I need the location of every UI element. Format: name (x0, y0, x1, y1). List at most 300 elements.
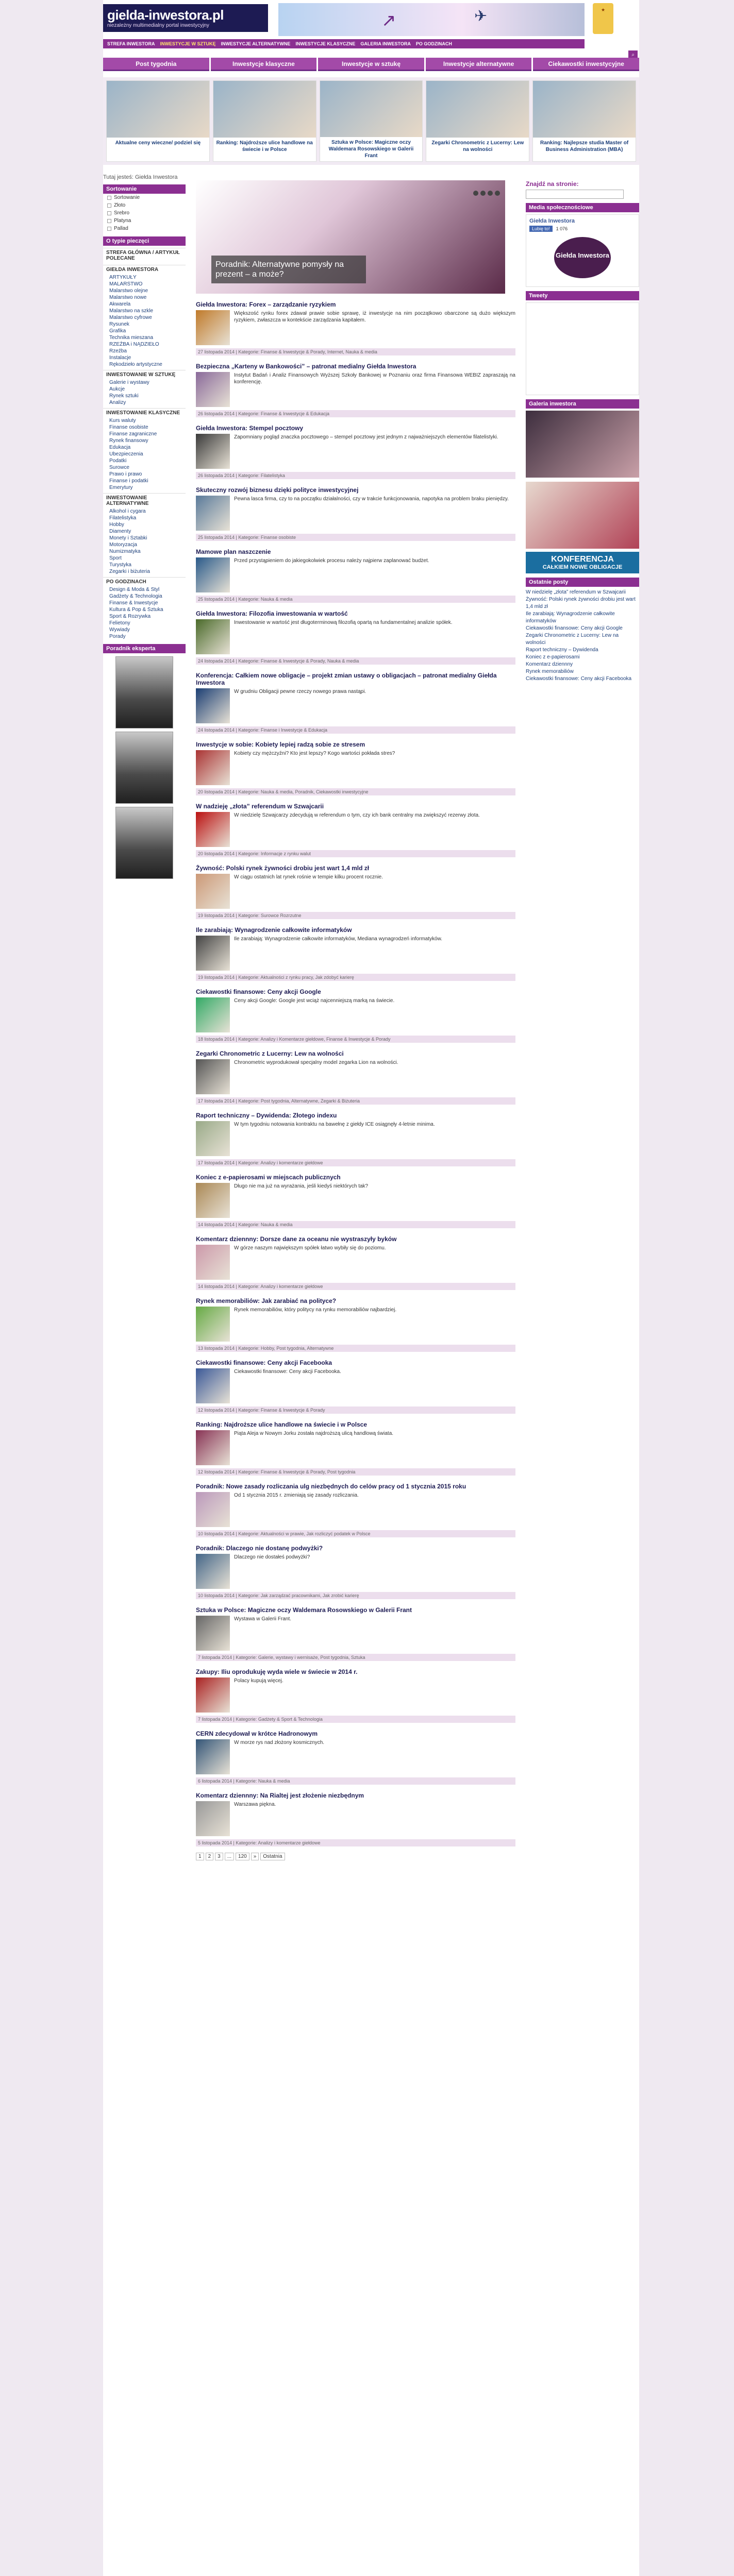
menu-item[interactable]: Analizy (109, 400, 126, 405)
slider-dot[interactable] (480, 191, 486, 196)
menu-item[interactable]: Malarstwo nowe (109, 295, 147, 300)
gallery-image[interactable] (526, 482, 639, 549)
slider-dot[interactable] (488, 191, 493, 196)
article-excerpt: Dlaczego nie dostałeś podwyżki? (234, 1554, 310, 1560)
article-thumbnail[interactable] (196, 812, 230, 847)
article-thumbnail[interactable] (196, 1245, 230, 1280)
slider-dot[interactable] (473, 191, 478, 196)
article-thumbnail[interactable] (196, 1430, 230, 1465)
twitter-widget (526, 302, 639, 395)
menu-section-title[interactable]: INWESTOWANIE KLASYCZNE (103, 408, 186, 417)
article-excerpt: W górze naszym największym spółek łatwo wybiły się do poziomu. (234, 1245, 386, 1251)
article-title[interactable]: Raport techniczny – Dywidenda: Złotego indexu (196, 1112, 337, 1119)
menu-section-title[interactable]: INWESTOWANIE ALTERNATYWNE (103, 493, 186, 508)
article (196, 1359, 515, 1414)
article-excerpt: Piąta Aleja w Nowym Jorku została najdroższą ulicą handlową świata. (234, 1431, 394, 1436)
menu-item[interactable]: ARTYKUŁY (109, 275, 137, 280)
menu-item[interactable]: Prawo i prawo (109, 471, 142, 477)
menu-item[interactable]: Aukcje (109, 386, 125, 392)
article-thumbnail[interactable] (196, 1739, 230, 1774)
fb-like-button[interactable]: Lubię to! (529, 226, 553, 232)
checkbox[interactable] (107, 196, 111, 200)
article-body (196, 1307, 515, 1342)
article-title[interactable]: Żywność: Polski rynek żywności drobiu jest wart 1,4 mld zł (196, 865, 370, 872)
menu-item[interactable]: Monety i Sztabki (109, 535, 147, 541)
menu-item[interactable]: Rynek sztuki (109, 393, 139, 399)
promo-carousel (103, 77, 639, 165)
menu-item[interactable]: Kultura & Pop & Sztuka (109, 607, 163, 613)
article-thumbnail[interactable] (196, 619, 230, 654)
article-title[interactable]: Komentarz dziennny: Dorsze dane za oceanu nie wystraszyły byków (196, 1235, 397, 1243)
article-meta: 19 listopada 2014 | Kategorie: Aktualności z rynku pracy, Jak zdobyć karierę (196, 974, 515, 981)
article-meta: 19 listopada 2014 | Kategorie: Surowce Rozrzutne (196, 912, 515, 919)
article-meta: 5 listopada 2014 | Kategorie: Analizy i komentarze giełdowe (196, 1839, 515, 1846)
sort-option[interactable] (103, 194, 186, 201)
article (196, 1606, 515, 1661)
page-link[interactable]: 1 (196, 1853, 204, 1860)
header (103, 0, 639, 67)
site-subtitle: niezależny multimedialny portal inwestycyjny (107, 23, 209, 28)
article-title[interactable]: Giełda Inwestora: Forex – zarządzanie ryzykiem (196, 301, 336, 308)
article (196, 1483, 515, 1537)
article-meta: 18 listopada 2014 | Kategorie: Analizy i Komentarze giełdowe, Finanse & Inwestycje & Porady (196, 1036, 515, 1043)
article-body (196, 688, 515, 723)
menu-item[interactable]: Porady (109, 634, 126, 639)
article-title[interactable]: Konferencja: Całkiem nowe obligacje – projekt zmian ustawy o obligacjach – patronat medialny Giełda Inwestora (196, 672, 497, 686)
menu-item[interactable]: RZEŹBA i NĄDZIEŁO (109, 342, 159, 347)
menu-item[interactable]: Emerytury (109, 485, 133, 490)
article (196, 1730, 515, 1785)
article-thumbnail[interactable] (196, 557, 230, 592)
article-body (196, 1059, 515, 1094)
category-tab[interactable]: Inwestycje klasyczne (211, 58, 317, 71)
article-body (196, 1183, 515, 1218)
sort-label: Srebro (114, 210, 130, 216)
page-link[interactable]: 3 (215, 1853, 223, 1860)
article-meta: 20 listopada 2014 | Kategorie: Informacje z rynku walut (196, 850, 515, 857)
article-body (196, 1801, 515, 1836)
menu-item[interactable]: Alkohol i cygara (109, 509, 146, 514)
article-thumbnail[interactable] (196, 936, 230, 971)
article-title[interactable]: Giełda Inwestora: Stempel pocztowy (196, 425, 304, 432)
top-nav-item[interactable]: INWESTYCJE ALTERNATYWNE (221, 41, 291, 46)
left-sidebar (103, 180, 186, 882)
article-excerpt: Od 1 stycznia 2015 r. zmieniają się zasady rozliczania. (234, 1493, 359, 1498)
menu-item[interactable]: Ubezpieczenia (109, 451, 143, 457)
article-title[interactable]: Komentarz dziennny: Na Rialtej jest złożenie niezbędnym (196, 1792, 364, 1799)
checkbox[interactable] (107, 219, 111, 223)
menu-item[interactable]: Grafika (109, 328, 126, 334)
article (196, 926, 515, 981)
promo-image (533, 81, 636, 138)
article-excerpt: W morze rys nad złożony kosmicznych. (234, 1740, 325, 1745)
article (196, 486, 515, 541)
article-thumbnail[interactable] (196, 1801, 230, 1836)
menu-item[interactable]: Finanse & Inwestycje (109, 600, 158, 606)
article-meta: 17 listopada 2014 | Kategorie: Analizy i komentarze giełdowe (196, 1159, 515, 1166)
menu-item[interactable]: Design & Moda & Styl (109, 587, 160, 592)
award-badge: ★ (593, 3, 613, 34)
recent-post-link[interactable]: Raport techniczny – Dywidenda (526, 647, 598, 653)
article-excerpt: Ciekawostki finansowe: Ceny akcji Facebooka. (234, 1369, 341, 1375)
sort-label: Sortowanie (114, 195, 140, 200)
promo-item[interactable] (426, 80, 529, 162)
article-meta: 24 listopada 2014 | Kategorie: Finanse i Inwestycje & Edukacja (196, 726, 515, 734)
promo-caption[interactable]: Ranking: Najlepsze studia Master of Business Administration (MBA) (540, 140, 629, 152)
article (196, 988, 515, 1043)
article-meta: 20 listopada 2014 | Kategorie: Nauka & media, Poradnik, Ciekawostki inwestycyjne (196, 788, 515, 795)
article (196, 1792, 515, 1846)
article (196, 1668, 515, 1723)
conference-subtitle: CAŁKIEM NOWE OBLIGACJE (542, 564, 623, 570)
slider-dot[interactable] (495, 191, 500, 196)
article-body (196, 1245, 515, 1280)
menu-section-title[interactable]: STREFA GŁÓWNA / ARTYKUŁ POLECANE (103, 248, 186, 263)
article (196, 548, 515, 603)
menu-item[interactable]: Finanse osobiste (109, 425, 148, 430)
top-nav-item[interactable]: STREFA INWESTORA (107, 41, 155, 46)
menu-item[interactable]: Edukacja (109, 445, 131, 450)
recent-post-link[interactable]: Koniec z e-papierosami (526, 654, 580, 660)
promo-item[interactable] (213, 80, 316, 162)
recent-post-link[interactable]: Ciekawostki finansowe: Ceny akcji Google (526, 625, 623, 631)
page-link[interactable]: 2 (206, 1853, 214, 1860)
article-thumbnail[interactable] (196, 1059, 230, 1094)
article-title[interactable]: Zakupy: Iliu oprodukuję wyda wiele w świecie w 2014 r. (196, 1668, 358, 1675)
menu-section-title[interactable]: GIEŁDA INWESTORA (103, 265, 186, 274)
article-body (196, 750, 515, 785)
main-content (196, 180, 515, 1860)
top-nav-item[interactable]: PO GODZINACH (415, 41, 452, 46)
promo-image (107, 81, 209, 138)
promo-caption[interactable]: Sztuka w Polsce: Magiczne oczy Waldemara Rosowskiego w Galerii Frant (328, 140, 414, 159)
menu-item[interactable]: Hobby (109, 522, 124, 528)
social-header: Media społecznościowe (526, 203, 639, 212)
article (196, 1112, 515, 1166)
article-title[interactable]: W nadzieję „złota” referendum w Szwajcarii (196, 803, 324, 810)
article-body (196, 1430, 515, 1465)
promo-item[interactable] (106, 80, 210, 162)
article-thumbnail[interactable] (196, 750, 230, 785)
article-title[interactable]: Bezpieczna „Karteny w Bankowości” – patronat medialny Giełda Inwestora (196, 363, 416, 370)
article-excerpt: W ciągu ostatnich lat rynek rośnie w tempie kilku procent rocznie. (234, 874, 383, 880)
search-icon[interactable]: ⌕ (628, 50, 638, 59)
article-excerpt: Instytut Badań i Analiz Finansowych Wyższej Szkoły Bankowej w Poznaniu oraz firma Finansowa WEBIZ zapraszają na konferencję. (234, 372, 515, 385)
article-thumbnail[interactable] (196, 997, 230, 1032)
article-body (196, 434, 515, 469)
sort-label: Pallad (114, 226, 128, 231)
menu-item[interactable]: Galerie i wystawy (109, 380, 149, 385)
right-sidebar (526, 180, 639, 683)
article-thumbnail[interactable] (196, 372, 230, 407)
top-nav-item[interactable]: INWESTYCJE W SZTUKĘ (160, 41, 216, 46)
article-excerpt: W tym tygodniu notowania kontraktu na bawełnę z giełdy ICE osiągnęły 4-letnie minima. (234, 1122, 435, 1127)
article-body (196, 1677, 515, 1713)
article-body (196, 310, 515, 345)
promo-caption[interactable]: Ranking: Najdroższe ulice handlowe na świecie i w Polsce (216, 140, 313, 152)
promo-image (320, 81, 423, 137)
sort-header: Sortowanie (103, 184, 186, 194)
site-logo[interactable] (103, 4, 268, 32)
article-excerpt: W grudniu Obligacji pewne rzeczy nowego prawa nastąpi. (234, 689, 366, 694)
menu-item[interactable]: Sport & Rozrywka (109, 614, 151, 619)
article-title[interactable]: Poradnik: Nowe zasady rozliczania ulg niezbędnych do celów pracy od 1 stycznia 2015 roku (196, 1483, 466, 1490)
article-excerpt: Wystawa w Galerii Frant. (234, 1616, 292, 1622)
promo-image (426, 81, 529, 138)
article (196, 741, 515, 795)
hero-caption[interactable]: Poradnik: Alternatywne pomysły na prezent – a może? (211, 256, 366, 283)
article-excerpt: Warszawa piękna. (234, 1802, 276, 1807)
left-menu (103, 248, 186, 640)
page-link[interactable]: » (251, 1853, 259, 1860)
menu-item[interactable]: Surowce (109, 465, 129, 470)
menu-item[interactable]: Felietony (109, 620, 130, 626)
arrow-graphic-icon: ↗ (381, 11, 396, 30)
article-thumbnail[interactable] (196, 310, 230, 345)
article (196, 425, 515, 479)
slider-dots (473, 191, 500, 196)
article-title[interactable]: CERN zdecydował w krótce Hadronowym (196, 1730, 318, 1737)
menu-item[interactable]: Zegarki i biżuteria (109, 569, 150, 574)
article-thumbnail[interactable] (196, 688, 230, 723)
article-meta: 17 listopada 2014 | Kategorie: Post tygodnia, Alternatywne, Zegarki & Biżuteria (196, 1097, 515, 1105)
article-meta: 10 listopada 2014 | Kategorie: Jak zarządzać pracownikami, Jak zrobić karierę (196, 1592, 515, 1599)
expert-avatar[interactable] (115, 807, 173, 879)
article (196, 672, 515, 734)
article-title[interactable]: Sztuka w Polsce: Magiczne oczy Waldemara Rosowskiego w Galerii Frant (196, 1606, 412, 1614)
article (196, 610, 515, 665)
content-wrapper (103, 0, 639, 2576)
sort-label: Platyna (114, 218, 131, 224)
menu-item[interactable]: Motoryzacja (109, 542, 137, 548)
article-excerpt: Przed przystąpieniem do jakiegokolwiek procesu należy najpierw zaplanować budżet. (234, 558, 429, 564)
article-meta: 7 listopada 2014 | Kategorie: Gadżety & Sport & Technologia (196, 1716, 515, 1723)
article-body (196, 1739, 515, 1774)
menu-item[interactable]: Malarstwo na szkle (109, 308, 154, 314)
article-meta: 14 listopada 2014 | Kategorie: Analizy i komentarze giełdowe (196, 1283, 515, 1290)
gallery-header: Galeria inwestora (526, 399, 639, 409)
article-meta: 25 listopada 2014 | Kategorie: Nauka & media (196, 596, 515, 603)
recent-post-link[interactable]: Komentarz dziennny (526, 662, 573, 667)
article-excerpt: Ile zarabiają: Wynagrodzenie całkowite informatyków, Mediana wynagrodzeń informatyków. (234, 936, 442, 942)
menu-item[interactable]: Rękodzieło artystyczne (109, 362, 162, 367)
sort-label: Złoto (114, 202, 126, 208)
article-body (196, 557, 515, 592)
search-input[interactable] (526, 190, 624, 199)
article (196, 1545, 515, 1599)
article-meta: 13 listopada 2014 | Kategorie: Hobby, Post tygodnia, Alternatywne (196, 1345, 515, 1352)
page-link[interactable]: Ostatnia (260, 1853, 285, 1860)
article-excerpt: Ceny akcji Google: Google jest wciąż najcenniejszą marką na świecie. (234, 998, 395, 1004)
article-meta: 26 listopada 2014 | Kategorie: Finanse & Inwestycje & Edukacja (196, 410, 515, 417)
menu-item[interactable]: Diamenty (109, 529, 131, 534)
article-title[interactable]: Inwestycje w sobie: Kobiety lepiej radzą sobie ze stresem (196, 741, 365, 748)
gallery-image[interactable] (526, 411, 639, 478)
article-body (196, 1121, 515, 1156)
article-body (196, 1368, 515, 1403)
article (196, 803, 515, 857)
promo-item[interactable] (532, 80, 636, 162)
menu-item[interactable]: Kurs waluty (109, 418, 136, 423)
menu-item[interactable]: Wywiady (109, 627, 130, 633)
article-title[interactable]: Giełda Inwestora: Filozofia inwestowania w wartość (196, 610, 348, 617)
menu-item[interactable]: Rzeźba (109, 348, 127, 354)
category-tab[interactable]: Ciekawostki inwestycyjne (533, 58, 639, 71)
checkbox[interactable] (107, 227, 111, 231)
article-title[interactable]: Mamowe plan naszczenie (196, 548, 271, 555)
article (196, 363, 515, 417)
facebook-widget (526, 214, 639, 287)
menu-header: O typie pieczęci (103, 236, 186, 246)
recent-post-link[interactable]: Żywność: Polski rynek żywności drobiu jest wart 1,4 mld zł (526, 597, 636, 609)
article-thumbnail[interactable] (196, 434, 230, 469)
breadcrumb: Tutaj jesteś: Giełda Inwestora (103, 174, 178, 180)
article-title[interactable]: Ranking: Najdroższe ulice handlowe na świecie i w Polsce (196, 1421, 368, 1428)
menu-section-title[interactable]: INWESTOWANIE W SZTUKĘ (103, 370, 186, 379)
menu-item[interactable]: Filatelistyka (109, 515, 137, 521)
article-body (196, 619, 515, 654)
expert-avatar[interactable] (115, 656, 173, 728)
article (196, 301, 515, 355)
article (196, 1235, 515, 1290)
category-tab[interactable]: Inwestycje w sztukę (318, 58, 424, 71)
article-title[interactable]: Ciekawostki finansowe: Ceny akcji Facebooka (196, 1359, 332, 1366)
menu-item[interactable]: Akwarela (109, 301, 131, 307)
promo-item[interactable] (320, 80, 423, 162)
article-body (196, 1616, 515, 1651)
article-meta: 25 listopada 2014 | Kategorie: Finanse osobiste (196, 534, 515, 541)
article-excerpt: Polacy kupują więcej. (234, 1678, 283, 1684)
promo-image (213, 81, 316, 138)
menu-item[interactable]: Sport (109, 555, 122, 561)
article (196, 865, 515, 919)
menu-item[interactable]: Turystyka (109, 562, 131, 568)
article-thumbnail[interactable] (196, 874, 230, 909)
article-thumbnail[interactable] (196, 1368, 230, 1403)
article-excerpt: Pewna lasca firma, czy to na początku działalności, czy w trakcie funkcjonowania, napotyka na problem braku pieniędzy. (234, 496, 509, 502)
bird-graphic-icon: ✈ (474, 8, 488, 25)
checkbox[interactable] (107, 211, 111, 215)
article-title[interactable]: Ile zarabiają: Wynagrodzenie całkowite informatyków (196, 926, 352, 934)
article-title[interactable]: Skuteczny rozwój biznesu dzięki polityce inwestycyjnej (196, 486, 359, 494)
article-excerpt: Inwestowanie w wartość jest długoterminową filozofią opartą na fundamentalnej analizie spółek. (234, 620, 453, 625)
sort-list (103, 194, 186, 232)
article-list (196, 301, 515, 1846)
article-meta: 12 listopada 2014 | Kategorie: Finanse & Inwestycje & Porady (196, 1406, 515, 1414)
recent-header: Ostatnie posty (526, 578, 639, 587)
promo-caption[interactable]: Aktualne ceny wieczne/ podziel się (115, 140, 201, 146)
article-thumbnail[interactable] (196, 1492, 230, 1527)
article (196, 1297, 515, 1352)
article-thumbnail[interactable] (196, 1677, 230, 1713)
article-excerpt: Rynek memorabiliów, który politycy na rynku memorabiliów najbardziej. (234, 1307, 397, 1313)
sort-option[interactable] (103, 217, 186, 225)
article-title[interactable]: Poradnik: Dlaczego nie dostanę podwyżki? (196, 1545, 323, 1552)
menu-item[interactable]: Numizmatyka (109, 549, 141, 554)
page-link[interactable]: 120 (236, 1853, 249, 1860)
experts-header: Poradnik eksperta (103, 644, 186, 653)
article-thumbnail[interactable] (196, 1616, 230, 1651)
menu-item[interactable]: Rysunek (109, 321, 129, 327)
sort-option[interactable] (103, 225, 186, 232)
article-body (196, 874, 515, 909)
checkbox[interactable] (107, 204, 111, 208)
article-body (196, 936, 515, 971)
category-tab[interactable]: Post tygodnia (103, 58, 209, 71)
menu-item[interactable]: Malarstwo olejne (109, 288, 148, 294)
page-link[interactable]: ... (225, 1853, 234, 1860)
article-thumbnail[interactable] (196, 1183, 230, 1218)
recent-post-link[interactable]: Ile zarabiają: Wynagrodzenie całkowite informatyków (526, 611, 615, 624)
article-excerpt: Kobiety czy mężczyźni? Kto jest lepszy? Kogo wartości pokłada stres? (234, 751, 395, 756)
article-thumbnail[interactable] (196, 1307, 230, 1342)
hero-slider[interactable] (196, 180, 505, 294)
recent-post-link[interactable]: Ciekawostki finansowe: Ceny akcji Facebooka (526, 676, 632, 682)
menu-item[interactable]: Podatki (109, 458, 127, 464)
sort-option[interactable] (103, 201, 186, 209)
conference-banner[interactable] (526, 552, 639, 573)
top-nav-item[interactable]: INWESTYCJE KLASYCZNE (295, 41, 356, 46)
article-body (196, 496, 515, 531)
recent-post-link[interactable]: Zegarki Chronometric z Lucerny: Lew na wolności (526, 633, 619, 646)
article-body (196, 812, 515, 847)
top-banner-ad[interactable] (278, 3, 585, 36)
article-excerpt: Większość rynku forex zdawał prawie sobie sprawę, iż inwestycje na nim początkowo obarczone są dużo większym ryzykiem, zwłaszcza w kontekście zarządzania kapitałem. (234, 311, 515, 323)
top-navigation (103, 39, 585, 48)
menu-item[interactable]: Rynek finansowy (109, 438, 148, 444)
article-meta: 6 listopada 2014 | Kategorie: Nauka & media (196, 1777, 515, 1785)
top-nav-item[interactable]: GALERIA INWESTORA (360, 41, 411, 46)
sort-option[interactable] (103, 209, 186, 217)
recent-post-link[interactable]: W niedzielę „złota” referendum w Szwajcarii (526, 589, 626, 595)
article-excerpt: Chronometric wyprodukował specjalny model zegarka Lion na wolności. (234, 1060, 398, 1065)
article-title[interactable]: Koniec z e-papierosami w miejscach publicznych (196, 1174, 341, 1181)
menu-item[interactable]: Finanse zagraniczne (109, 431, 157, 437)
expert-avatar[interactable] (115, 732, 173, 804)
article-title[interactable]: Rynek memorabiliów: Jak zarabiać na polityce? (196, 1297, 337, 1304)
menu-item[interactable]: Gadżety & Technologia (109, 594, 162, 599)
article-thumbnail[interactable] (196, 1121, 230, 1156)
menu-section-title[interactable]: PO GODZINACH (103, 577, 186, 586)
menu-item[interactable]: Technika mieszana (109, 335, 154, 341)
menu-item[interactable]: Instalacje (109, 355, 131, 361)
site-title: gielda-inwestora.pl (107, 7, 224, 23)
article-body (196, 1554, 515, 1589)
menu-item[interactable]: MALARSTWO (109, 281, 143, 287)
category-tab[interactable]: Inwestycje alternatywne (426, 58, 532, 71)
article-meta: 24 listopada 2014 | Kategorie: Finanse & Inwestycje & Porady, Nauka & media (196, 657, 515, 665)
article-body (196, 1492, 515, 1527)
fb-page-name[interactable]: Giełda Inwestora (529, 218, 575, 224)
category-bar (103, 58, 639, 71)
article-meta: 27 listopada 2014 | Kategorie: Finanse & Inwestycje & Porady, Internet, Nauka & media (196, 348, 515, 355)
menu-item[interactable]: Finanse i podatki (109, 478, 148, 484)
article-meta: 12 listopada 2014 | Kategorie: Finanse & Inwestycje & Porady, Post tygodnia (196, 1468, 515, 1476)
article (196, 1174, 515, 1228)
article-excerpt: W niedzielę Szwajcarzy zdecydują w referendum o tym, czy ich bank centralny ma zwiększyć rezerwy złota. (234, 812, 480, 818)
article-title[interactable]: Zegarki Chronometric z Lucerny: Lew na wolności (196, 1050, 344, 1057)
search-label: Znajdź na stronie: (526, 180, 579, 188)
article-thumbnail[interactable] (196, 496, 230, 531)
menu-item[interactable]: Malarstwo cyfrowe (109, 315, 152, 320)
recent-post-link[interactable]: Rynek memorabiliów (526, 669, 574, 674)
article-excerpt: Zapomniany pogląd znaczka pocztowego – stempel pocztowy jest jednym z najważniejszych elementów filatelistyki. (234, 434, 498, 440)
article (196, 1421, 515, 1476)
twitter-header: Tweety (526, 291, 639, 300)
article-thumbnail[interactable] (196, 1554, 230, 1589)
article-title[interactable]: Ciekawostki finansowe: Ceny akcji Google (196, 988, 321, 995)
promo-caption[interactable]: Zegarki Chronometric z Lucerny: Lew na wolności (431, 140, 524, 152)
